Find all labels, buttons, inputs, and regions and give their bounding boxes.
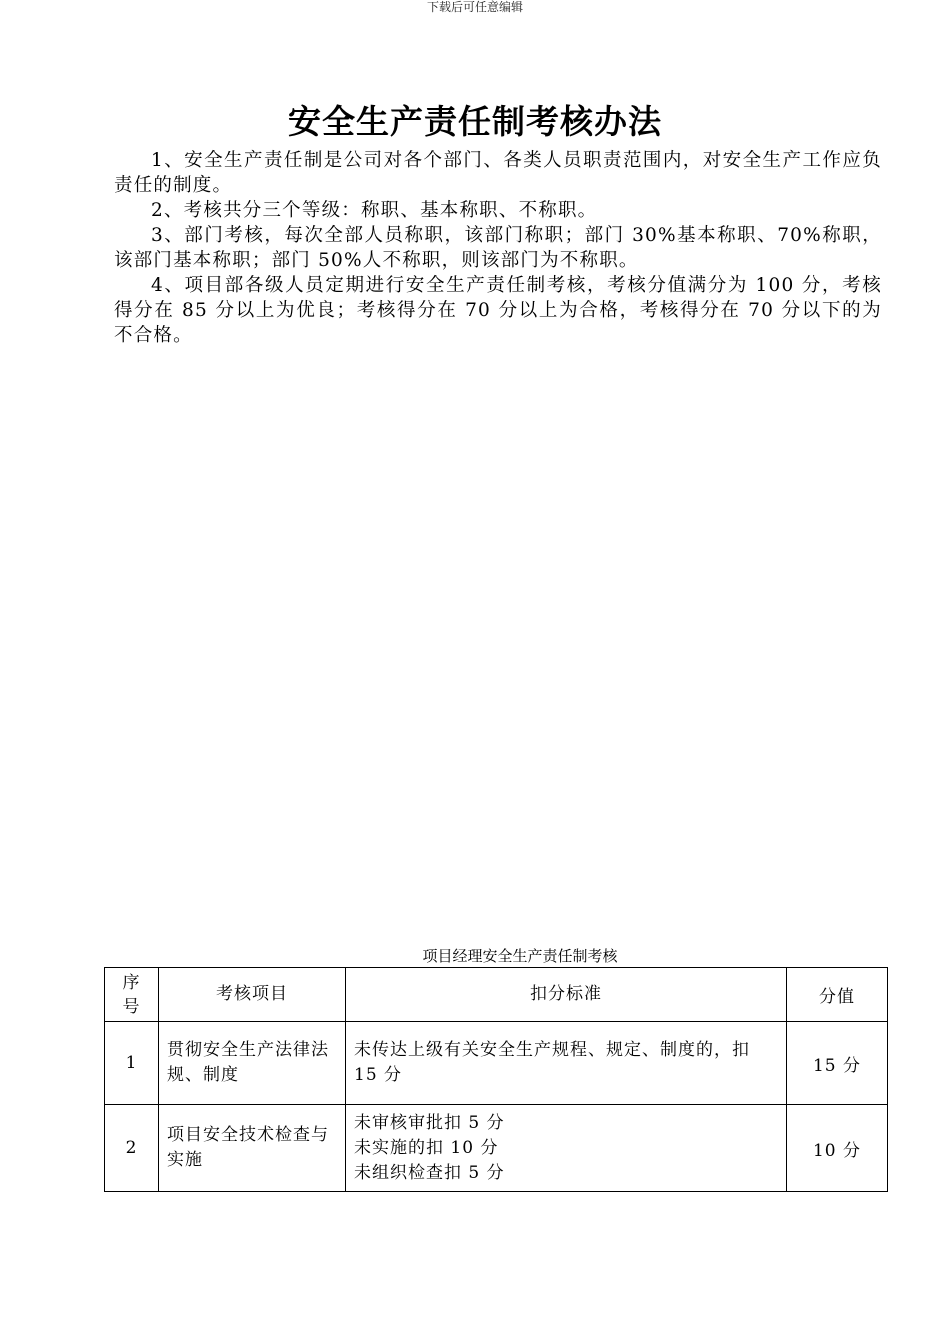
standard-line: 未实施的扣 10 分 bbox=[354, 1137, 499, 1158]
header-note: 下载后可任意编辑 bbox=[426, 0, 523, 14]
header-index bbox=[105, 968, 159, 1022]
row-standard bbox=[346, 1022, 787, 1105]
table-caption: 项目经理安全生产责任制考核 bbox=[422, 947, 618, 965]
document-title: 安全生产责任制考核办法 bbox=[288, 102, 662, 141]
body-text bbox=[114, 148, 882, 348]
assessment-table bbox=[104, 967, 888, 1192]
table-row bbox=[105, 1022, 888, 1105]
header-standard: 扣分标准 bbox=[346, 968, 787, 1022]
row-index: 2 bbox=[105, 1105, 159, 1192]
standard-line: 未传达上级有关安全生产规程、规定、制度的，扣 15 分 bbox=[354, 1040, 750, 1085]
table-row bbox=[105, 1105, 888, 1192]
paragraph-1: 1、安全生产责任制是公司对各个部门、各类人员职责范围内，对安全生产工作应负责任的制度。 bbox=[114, 150, 882, 196]
table-header-row bbox=[105, 968, 888, 1022]
header-item: 考核项目 bbox=[159, 968, 346, 1022]
paragraph-2: 2、考核共分三个等级：称职、基本称职、不称职。 bbox=[151, 200, 598, 221]
paragraph-3: 3、部门考核，每次全部人员称职，该部门称职；部门 30%基本称职、70%称职，该部门基本称职；部门 50%人不称职，则该部门为不称职。 bbox=[114, 225, 882, 271]
row-index: 1 bbox=[105, 1022, 159, 1105]
header-score: 分值 bbox=[787, 968, 888, 1022]
standard-line: 未审核审批扣 5 分 bbox=[354, 1112, 505, 1133]
row-score: 10 分 bbox=[787, 1105, 888, 1192]
row-standard bbox=[346, 1105, 787, 1192]
paragraph-4: 4、项目部各级人员定期进行安全生产责任制考核，考核分值满分为 100 分，考核得分在 85 分以上为优良；考核得分在 70 分以上为合格，考核得分在 70 分以下的为不合格。 bbox=[114, 275, 882, 346]
header-index-label: 序号 bbox=[122, 972, 141, 1017]
row-score: 15 分 bbox=[787, 1022, 888, 1105]
row-item: 贯彻安全生产法律法规、制度 bbox=[159, 1022, 346, 1105]
standard-line: 未组织检查扣 5 分 bbox=[354, 1162, 505, 1183]
row-item: 项目安全技术检查与实施 bbox=[159, 1105, 346, 1192]
